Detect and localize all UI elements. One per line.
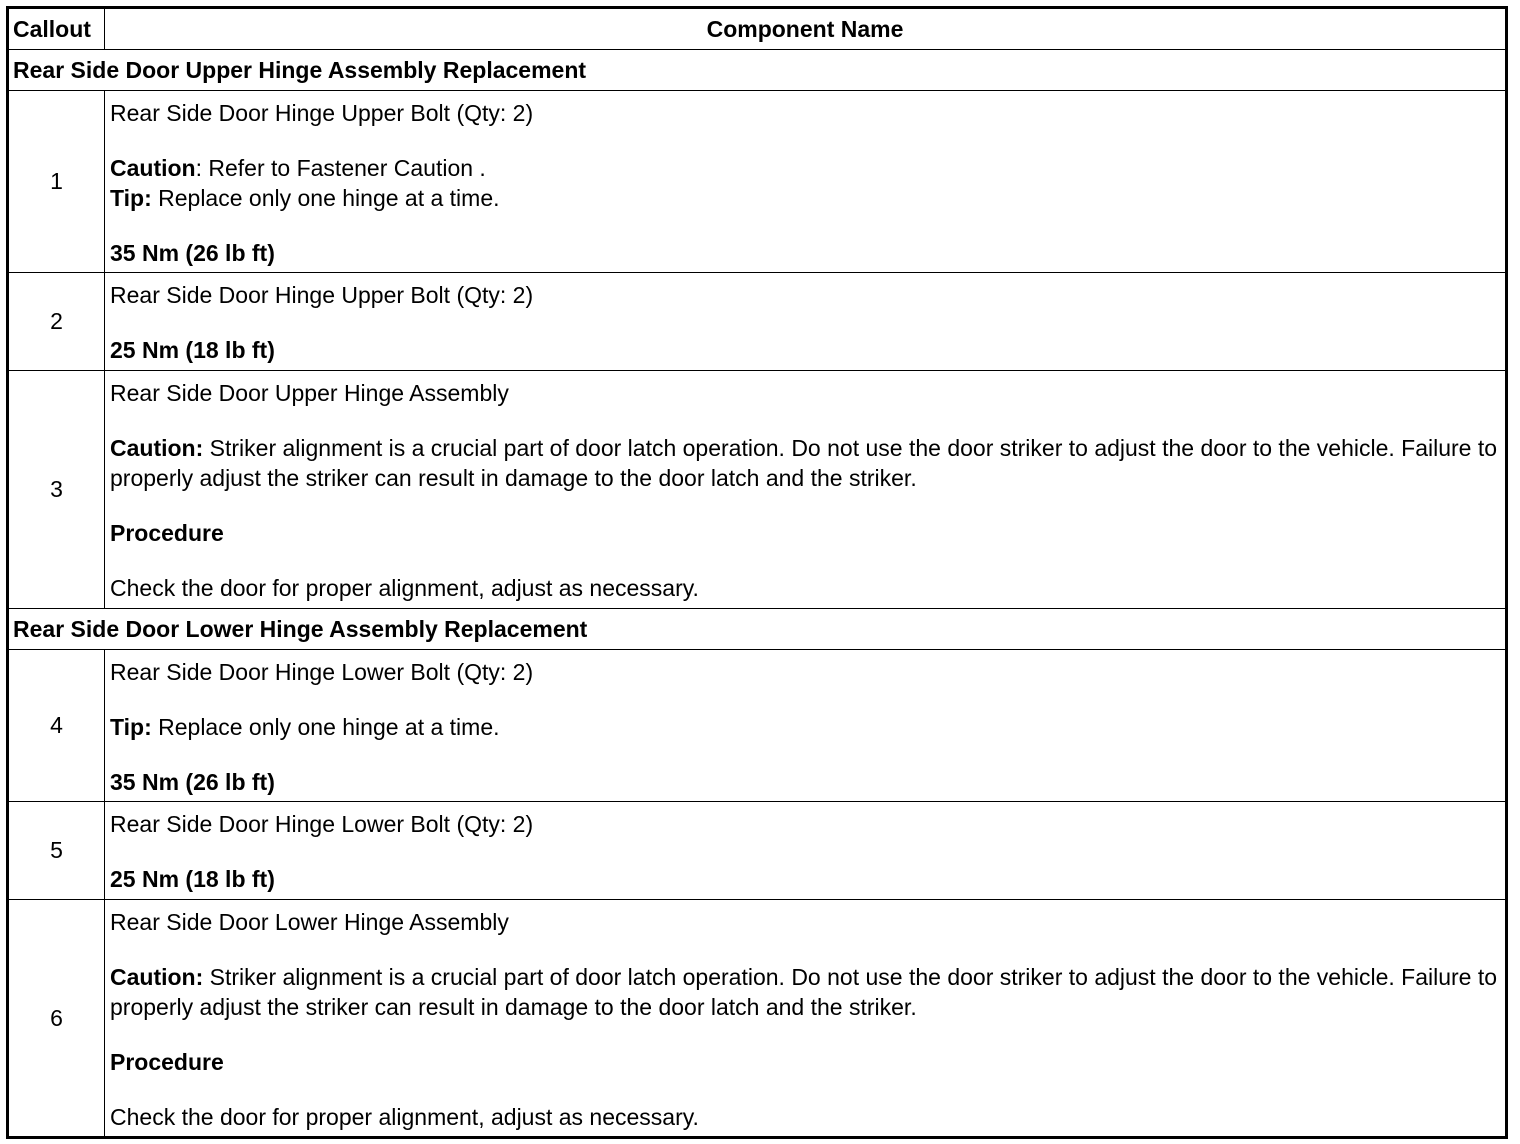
component-description	[105, 900, 1507, 1138]
tip-line	[110, 712, 1505, 742]
callout-number: 6	[8, 900, 105, 1138]
caution-label: Caution:	[110, 435, 204, 461]
caution-label: Caution	[110, 154, 196, 181]
callout-number: 2	[8, 273, 105, 371]
tip-line	[110, 183, 1505, 213]
component-table	[6, 6, 1508, 1139]
caution-line	[110, 433, 1505, 493]
component-name: Rear Side Door Hinge Lower Bolt (Qty: 2)	[110, 811, 534, 837]
component-name: Rear Side Door Hinge Upper Bolt (Qty: 2)	[110, 99, 534, 126]
torque-spec: 35 Nm (26 lb ft)	[110, 768, 275, 795]
component-name: Rear Side Door Hinge Lower Bolt (Qty: 2)	[110, 658, 534, 685]
callout-column-header: Callout	[8, 8, 105, 50]
tip-text: Replace only one hinge at a time.	[151, 713, 500, 740]
tip-label: Tip:	[110, 713, 152, 740]
component-name: Rear Side Door Upper Hinge Assembly	[110, 380, 509, 406]
caution-line	[110, 962, 1505, 1022]
table-header-row	[8, 8, 1507, 50]
component-description	[105, 273, 1507, 371]
caution-text: Striker alignment is a crucial part of door latch operation. Do not use the door striker to adjust the door to the vehicle. Failure to properly adjust the striker can result in damage to the door latch and the striker.	[110, 435, 1498, 491]
callout-number: 5	[8, 802, 105, 900]
torque-spec: 35 Nm (26 lb ft)	[110, 239, 275, 266]
tip-label: Tip:	[110, 184, 152, 211]
table-row	[8, 273, 1507, 371]
component-name: Rear Side Door Hinge Upper Bolt (Qty: 2)	[110, 282, 534, 308]
component-name: Rear Side Door Lower Hinge Assembly	[110, 908, 509, 935]
callout-number: 3	[8, 371, 105, 609]
procedure-label: Procedure	[110, 1048, 224, 1075]
caution-text: : Refer to Fastener Caution .	[195, 154, 486, 181]
component-description	[105, 91, 1507, 273]
callout-number: 1	[8, 91, 105, 273]
table-row	[8, 900, 1507, 1138]
table-row	[8, 650, 1507, 802]
table-row	[8, 802, 1507, 900]
section-header-row	[8, 50, 1507, 91]
component-name-column-header: Component Name	[105, 8, 1507, 50]
table-row	[8, 371, 1507, 609]
caution-line	[110, 153, 1505, 183]
procedure-text: Check the door for proper alignment, adjust as necessary.	[110, 1103, 699, 1130]
caution-label: Caution:	[110, 963, 204, 990]
table-row	[8, 91, 1507, 273]
procedure-label: Procedure	[110, 520, 224, 546]
component-description	[105, 371, 1507, 609]
tip-text: Replace only one hinge at a time.	[151, 184, 500, 211]
component-description	[105, 650, 1507, 802]
section-header-row	[8, 609, 1507, 650]
section-title-lower: Rear Side Door Lower Hinge Assembly Replacement	[8, 609, 1507, 650]
procedure-text: Check the door for proper alignment, adjust as necessary.	[110, 575, 699, 601]
callout-number: 4	[8, 650, 105, 802]
component-description	[105, 802, 1507, 900]
section-title-upper: Rear Side Door Upper Hinge Assembly Replacement	[8, 50, 1507, 91]
torque-spec: 25 Nm (18 lb ft)	[110, 866, 275, 892]
torque-spec: 25 Nm (18 lb ft)	[110, 337, 275, 363]
caution-text: Striker alignment is a crucial part of door latch operation. Do not use the door striker to adjust the door to the vehicle. Failure to properly adjust the striker can result in damage to the door latch and the striker.	[110, 963, 1498, 1020]
